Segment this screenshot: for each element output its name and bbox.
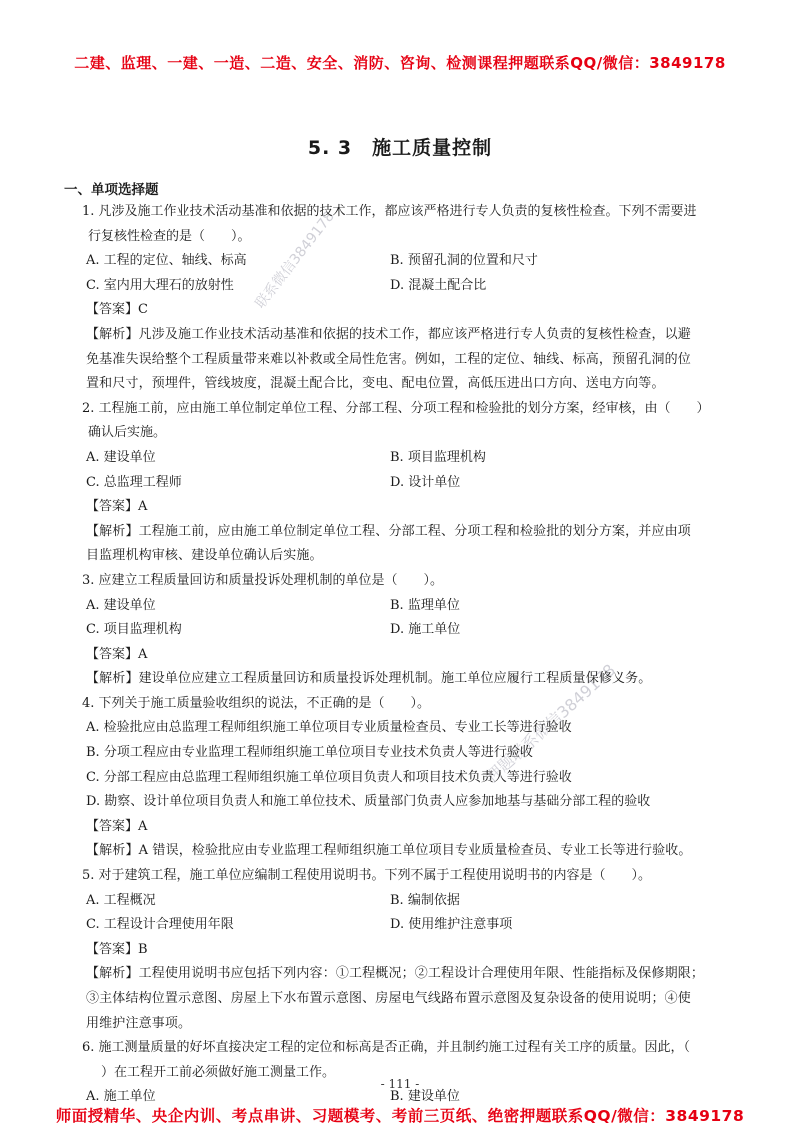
diagonal-watermark: 联系微信3849178 <box>252 208 338 312</box>
option-b: B. 预留孔洞的位置和尺寸 <box>390 253 538 269</box>
answer-label: 【答案】C <box>86 302 148 318</box>
option-c: C. 工程设计合理使用年限 <box>86 917 234 933</box>
option-c: C. 室内用大理石的放射性 <box>86 277 234 293</box>
question-block <box>82 692 744 864</box>
question-stem: 3. 应建立工程质量回访和质量投诉处理机制的单位是（ ）。 <box>82 572 444 588</box>
explanation-line: 目监理机构审核、建设单位确认后实施。 <box>86 548 323 564</box>
option-d: D. 施工单位 <box>390 622 461 638</box>
option-grid <box>82 446 744 495</box>
option-b: B. 项目监理机构 <box>390 449 486 465</box>
explanation-line: 用维护注意事项。 <box>86 1015 192 1031</box>
option-grid <box>82 889 744 938</box>
page-number: - 111 - <box>380 1077 420 1091</box>
question-block <box>82 1036 744 1110</box>
question-stem: 6. 施工测量质量的好坏直接决定工程的定位和标高是否正确，并且制约施工过程有关工序的质量。因此，（ <box>82 1040 691 1056</box>
option-d: D. 勘察、设计单位项目负责人和施工单位技术、质量部门负责人应参加地基与基础分部工程的验收 <box>86 794 651 810</box>
explanation <box>82 839 744 864</box>
top-promo-banner: 二建、监理、一建、一造、二造、安全、消防、咨询、检测课程押题联系QQ/微信：3849178 <box>74 54 726 72</box>
question-stem: 行复核性检查的是（ ）。 <box>88 228 251 244</box>
section-heading: 一、单项选择题 <box>64 182 159 198</box>
explanation-line: 【解析】A 错误，检验批应由专业监理工程师组织施工单位项目专业质量检查员、专业工长等进行验收。 <box>86 843 692 859</box>
question-list <box>82 200 744 1110</box>
question-stem: 确认后实施。 <box>88 425 167 441</box>
option-a: A. 建设单位 <box>86 597 156 613</box>
question-block <box>82 200 744 397</box>
explanation-line: ③主体结构位置示意图、房屋上下水布置示意图、房屋电气线路布置示意图及复杂设备的使用说明；④使 <box>86 991 691 1006</box>
explanation-line: 置和尺寸，预埋件，管线坡度，混凝土配合比，变电、配电位置，高低压进出口方向、送电方向等。 <box>86 376 665 392</box>
explanation <box>82 962 744 1036</box>
explanation-line: 【解析】工程施工前，应由施工单位制定单位工程、分部工程、分项工程和检验批的划分方案，并应由项 <box>86 523 691 539</box>
answer-label: 【答案】A <box>86 646 148 662</box>
question-block <box>82 569 744 692</box>
diagonal-watermark: 押题联系微信3849178 <box>482 660 620 787</box>
question-stem: 5. 对于建筑工程，施工单位应编制工程使用说明书。下列不属于工程使用说明书的内容是（ ）。 <box>82 868 652 884</box>
question-stem: 4. 下列关于施工质量验收组织的说法，不正确的是（ ）。 <box>82 695 431 711</box>
bottom-promo-banner: 师面授精华、央企内训、考点串讲、习题模考、考前三页纸、绝密押题联系QQ/微信：3849178 <box>55 1107 745 1125</box>
option-d: D. 使用维护注意事项 <box>390 917 513 933</box>
option-a: A. 工程概况 <box>86 892 156 908</box>
question-block <box>82 397 744 569</box>
explanation-line: 【解析】凡涉及施工作业技术活动基准和依据的技术工作，都应该严格进行专人负责的复核性检查，以避 <box>86 326 691 342</box>
explanation-line: 【解析】工程使用说明书应包括下列内容：①工程概况；②工程设计合理使用年限、性能指标及保修期限； <box>86 966 705 982</box>
option-c: C. 项目监理机构 <box>86 622 182 638</box>
option-a: A. 检验批应由总监理工程师组织施工单位项目专业质量检查员、专业工长等进行验收 <box>86 720 572 736</box>
option-b: B. 编制依据 <box>390 892 460 908</box>
page-title: 5. 3 施工质量控制 <box>307 137 493 159</box>
question-block <box>82 864 744 1036</box>
option-a: A. 建设单位 <box>86 449 156 465</box>
option-grid <box>82 249 744 298</box>
option-d: D. 设计单位 <box>390 474 461 490</box>
option-c: C. 分部工程应由总监理工程师组织施工单位项目负责人和项目技术负责人等进行验收 <box>86 769 572 785</box>
option-b: B. 分项工程应由专业监理工程师组织施工单位项目专业技术负责人等进行验收 <box>86 745 533 761</box>
option-a: A. 工程的定位、轴线、标高 <box>86 253 247 269</box>
option-b: B. 建设单位 <box>390 1089 460 1105</box>
answer-label: 【答案】B <box>86 941 148 957</box>
explanation <box>82 520 744 569</box>
answer-label: 【答案】A <box>86 499 148 515</box>
answer-label: 【答案】A <box>86 818 148 834</box>
option-d: D. 混凝土配合比 <box>390 277 487 293</box>
option-grid <box>82 594 744 643</box>
option-a: A. 施工单位 <box>86 1089 156 1105</box>
option-b: B. 监理单位 <box>390 597 460 613</box>
question-stem: 1. 凡涉及施工作业技术活动基准和依据的技术工作，都应该严格进行专人负责的复核性检查。下列不需要进 <box>82 204 697 219</box>
question-stem: 2. 工程施工前，应由施工单位制定单位工程、分部工程、分项工程和检验批的划分方案，经审核，由（ ） <box>82 400 710 416</box>
explanation-line: 免基准失误给整个工程质量带来难以补救或全局性危害。例如，工程的定位、轴线、标高，预留孔洞的位 <box>86 351 691 367</box>
explanation-line: 【解析】建设单位应建立工程质量回访和质量投诉处理机制。施工单位应履行工程质量保修义务。 <box>86 671 652 687</box>
option-c: C. 总监理工程师 <box>86 474 182 490</box>
question-stem: ）在工程开工前必须做好施工测量工作。 <box>88 1064 336 1080</box>
explanation <box>82 667 744 692</box>
explanation <box>82 323 744 397</box>
